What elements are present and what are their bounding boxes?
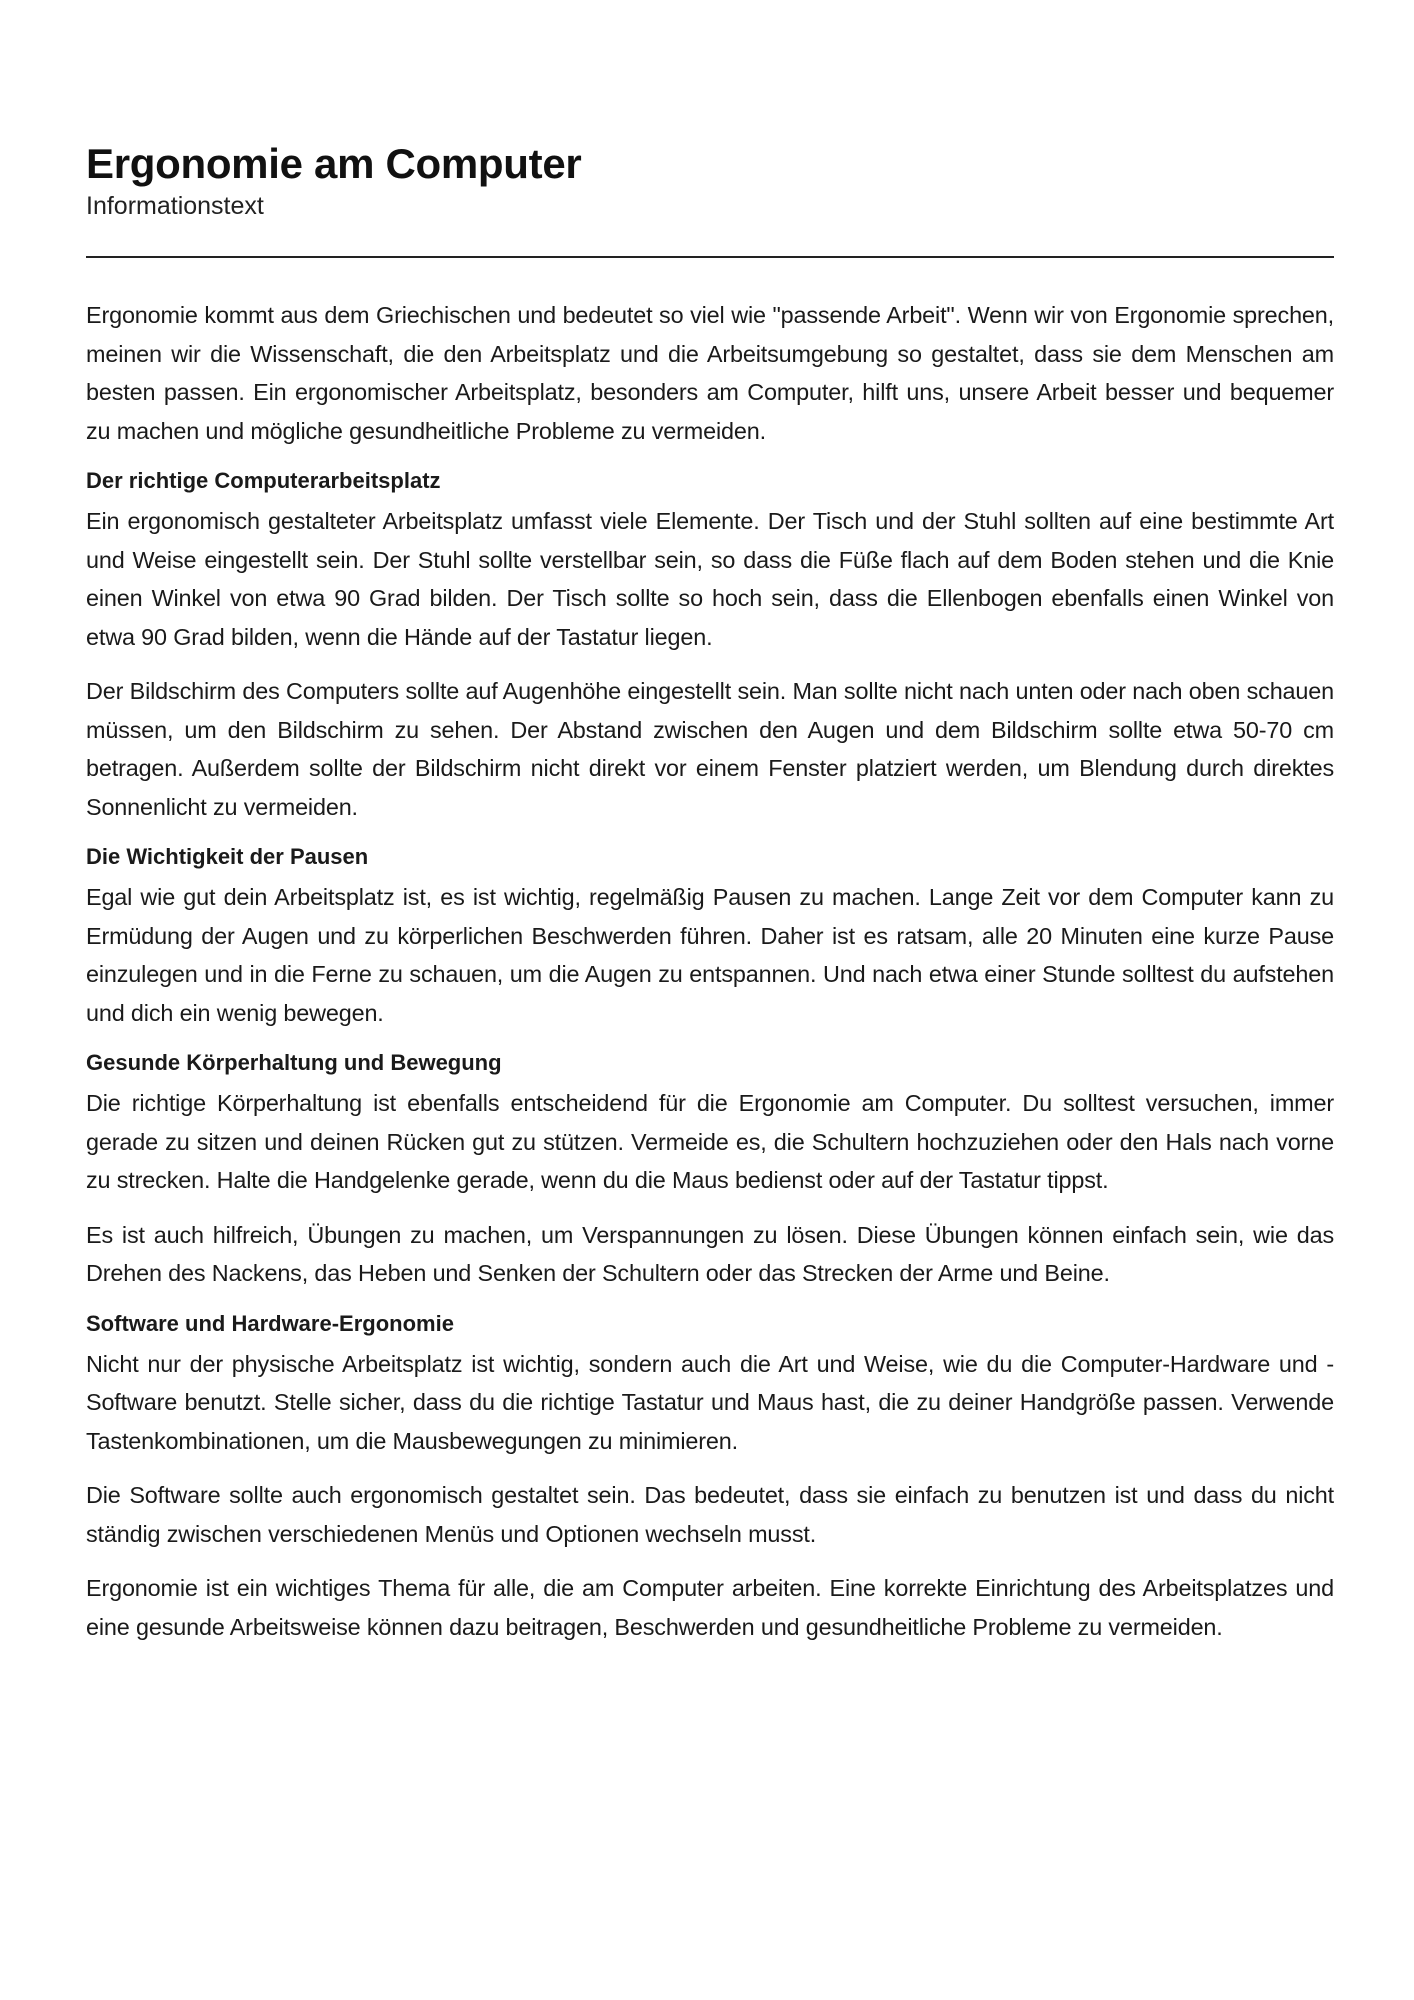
section-computer-workplace [86,466,1334,826]
document-subtitle: Informationstext [86,192,264,220]
document-title: Ergonomie am Computer [86,140,582,187]
section-paragraph: Die richtige Körperhaltung ist ebenfalls entscheidend für die Ergonomie am Computer. Du solltest versuchen, immer gerade zu sitzen und deinen Rücken gut zu stützen. Vermeide es, die Schultern hochzuziehen oder den Hals nach vorne zu strecken. Halte die Handgelenke gerade, wenn du die Maus bedienst oder auf der Tastatur tippst. [86,1090,1334,1193]
section-paragraph: Ein ergonomisch gestalteter Arbeitsplatz umfasst viele Elemente. Der Tisch und der Stuhl sollten auf eine bestimmte Art und Weise eingestellt sein. Der Stuhl sollte verstellbar sein, so dass die Füße flach auf dem Boden stehen und die Knie einen Winkel von etwa 90 Grad bilden. Der Tisch sollte so hoch sein, dass die Ellenbogen ebenfalls einen Winkel von etwa 90 Grad bilden, wenn die Hände auf der Tastatur liegen. [86,508,1334,650]
section-paragraph: Es ist auch hilfreich, Übungen zu machen, um Verspannungen zu lösen. Diese Übungen können einfach sein, wie das Drehen des Nackens, das Heben und Senken der Schultern oder das Strecken der Arme und Beine. [86,1221,1334,1286]
conclusion-paragraph: Ergonomie ist ein wichtiges Thema für alle, die am Computer arbeiten. Eine korrekte Einrichtung des Arbeitsplatzes und eine gesunde Arbeitsweise können dazu beitragen, Beschwerden und gesundheitliche Probleme zu vermeiden. [86,1575,1334,1640]
document-page [86,138,1334,1662]
section-heading: Der richtige Computerarbeitsplatz [86,468,441,493]
intro-paragraph: Ergonomie kommt aus dem Griechischen und bedeutet so viel wie "passende Arbeit". Wenn wir von Ergonomie sprechen, meinen wir die Wissenschaft, die den Arbeitsplatz und die Arbeitsumgebung so gestaltet, dass sie dem Menschen am besten passen. Ein ergonomischer Arbeitsplatz, besonders am Computer, hilft uns, unsere Arbeit besser und bequemer zu machen und mögliche gesundheitliche Probleme zu vermeiden. [86,302,1334,444]
section-software-hardware [86,1309,1334,1647]
section-heading: Die Wichtigkeit der Pausen [86,844,369,869]
section-paragraph: Egal wie gut dein Arbeitsplatz ist, es ist wichtig, regelmäßig Pausen zu machen. Lange Zeit vor dem Computer kann zu Ermüdung der Augen und zu körperlichen Beschwerden führen. Daher ist es ratsam, alle 20 Minuten eine kurze Pause einzulegen und in die Ferne zu schauen, um die Augen zu entspannen. Und nach etwa einer Stunde solltest du aufstehen und dich ein wenig bewegen. [86,884,1334,1026]
section-posture [86,1048,1334,1293]
section-paragraph: Nicht nur der physische Arbeitsplatz ist wichtig, sondern auch die Art und Weise, wie du die Computer-Hardware und -Software benutzt. Stelle sicher, dass du die richtige Tastatur und Maus hast, die zu deiner Handgröße passen. Verwende Tastenkombinationen, um die Mausbewegungen zu minimieren. [86,1350,1334,1454]
title-divider [86,256,1334,258]
section-paragraph: Der Bildschirm des Computers sollte auf Augenhöhe eingestellt sein. Man sollte nicht nach unten oder nach oben schauen müssen, um den Bildschirm zu sehen. Der Abstand zwischen den Augen und dem Bildschirm sollte etwa 50-70 cm betragen. Außerdem sollte der Bildschirm nicht direkt vor einem Fenster platziert werden, um Blendung durch direktes Sonnenlicht zu vermeiden. [86,678,1334,820]
section-paragraph: Die Software sollte auch ergonomisch gestaltet sein. Das bedeutet, dass sie einfach zu benutzen ist und dass du nicht ständig zwischen verschiedenen Menüs und Optionen wechseln musst. [86,1482,1334,1547]
section-breaks [86,842,1334,1032]
section-heading: Software und Hardware-Ergonomie [86,1310,454,1336]
section-heading: Gesunde Körperhaltung und Bewegung [86,1050,502,1075]
